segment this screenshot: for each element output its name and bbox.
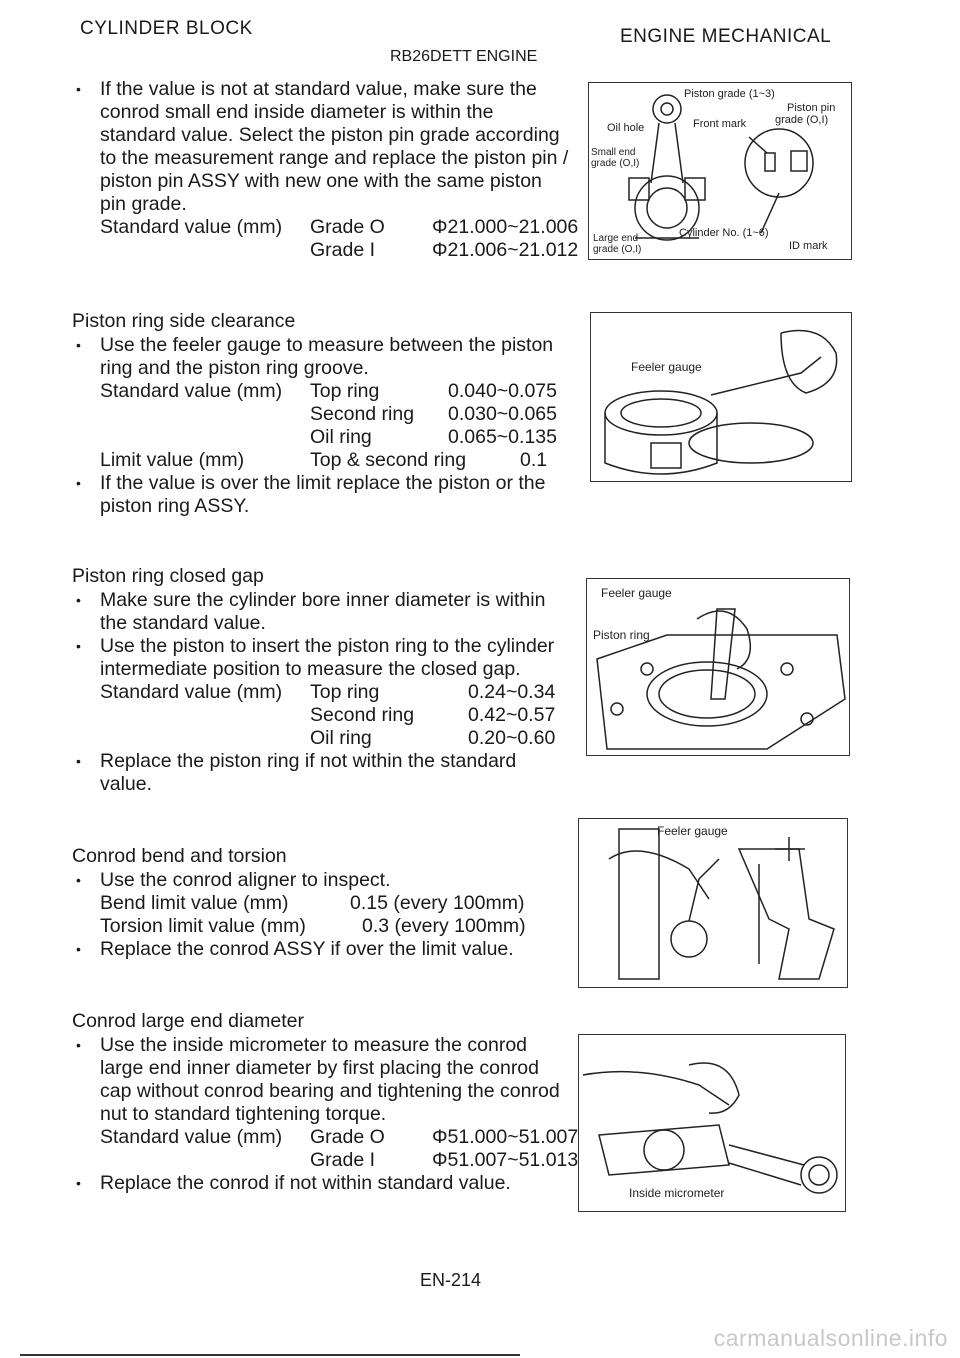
- spec-value: 0.20~0.60: [468, 727, 556, 749]
- label-piston-ring: Piston ring: [593, 628, 650, 642]
- figure-inside-micrometer: [578, 1034, 846, 1212]
- spec-value: Φ21.000~21.006: [432, 216, 579, 238]
- section-title: Conrod large end diameter: [72, 1010, 304, 1032]
- label-feeler-gauge: Feeler gauge: [657, 824, 728, 838]
- spec-value: Φ21.006~21.012: [432, 239, 579, 261]
- spec-grade: Grade O: [310, 1126, 385, 1148]
- spec-row: [100, 892, 572, 915]
- section-large-end: [72, 1010, 579, 1195]
- spec-label: Bend limit value (mm): [100, 892, 289, 914]
- spec-row: [100, 727, 572, 750]
- label-piston-pin: Piston pin: [787, 102, 836, 114]
- bullet-text: • Make sure the cylinder bore inner diameter is within the standard value.: [72, 589, 572, 635]
- spec-row: [100, 1149, 579, 1172]
- spec-value: Φ51.007~51.013: [432, 1149, 579, 1171]
- figure-closed-gap: [586, 578, 850, 756]
- spec-item: Top ring: [310, 681, 380, 703]
- spec-label: Standard value (mm): [100, 681, 283, 703]
- section-closed-gap: [72, 565, 572, 796]
- section-title: Piston ring side clearance: [72, 310, 296, 332]
- engine-model: RB26DETT ENGINE: [390, 48, 538, 65]
- label-large-end: Large end: [593, 233, 639, 244]
- label-id-mark: ID mark: [789, 240, 828, 252]
- bullet-text: • Use the conrod aligner to inspect.: [72, 869, 572, 892]
- spec-row: [100, 681, 572, 704]
- label-piston-grade: Piston grade (1~3): [684, 88, 775, 100]
- section-title: Conrod bend and torsion: [72, 845, 287, 867]
- spec-label: Standard value (mm): [100, 216, 283, 238]
- spec-row: [100, 403, 572, 426]
- spec-row: [100, 449, 572, 472]
- figure-conrod-aligner: [578, 818, 848, 988]
- bullet-text: • Replace the conrod ASSY if over the limit value.: [72, 938, 572, 961]
- label-cylinder-no: Cylinder No. (1~6): [679, 227, 769, 239]
- spec-row: [100, 915, 572, 938]
- spec-item: Oil ring: [310, 727, 372, 749]
- bullet-text: • Use the feeler gauge to measure between the piston ring and the piston ring groove.: [72, 334, 572, 380]
- spec-value: 0.030~0.065: [448, 403, 557, 425]
- watermark: carmanualsonline.info: [713, 1325, 948, 1351]
- spec-row: [100, 380, 572, 403]
- spec-row: [100, 426, 572, 449]
- spec-item: Second ring: [310, 704, 415, 726]
- spec-item: Oil ring: [310, 426, 372, 448]
- spec-label: Torsion limit value (mm): [100, 915, 306, 937]
- bullet-text: • If the value is over the limit replace the piston or the piston ring ASSY.: [72, 472, 572, 518]
- spec-row: [100, 239, 579, 262]
- spec-grade: Grade I: [310, 239, 376, 261]
- page-number: EN-214: [420, 1270, 482, 1290]
- label-feeler-gauge: Feeler gauge: [601, 586, 672, 600]
- label-pin-grade: grade (O,I): [775, 114, 829, 126]
- spec-value: 0.1: [520, 449, 548, 471]
- label-feeler-gauge: Feeler gauge: [631, 360, 702, 374]
- label-inside-micrometer: Inside micrometer: [629, 1186, 725, 1200]
- spec-value: 0.15 (every 100mm): [350, 892, 525, 914]
- figure-side-clearance: [590, 312, 852, 482]
- spec-grade: Grade O: [310, 216, 385, 238]
- bullet-text: • Replace the piston ring if not within the standard value.: [72, 750, 572, 796]
- spec-row: [100, 704, 572, 727]
- header-section-title: CYLINDER BLOCK: [80, 18, 253, 39]
- label-oil-hole: Oil hole: [607, 122, 645, 134]
- spec-item: Top ring: [310, 380, 380, 402]
- spec-grade: Grade I: [310, 1149, 376, 1171]
- spec-value: 0.42~0.57: [468, 704, 556, 726]
- bullet-text: • Replace the conrod if not within standard value.: [72, 1172, 572, 1195]
- header-chapter-title: ENGINE MECHANICAL: [620, 26, 832, 47]
- spec-row: [100, 216, 579, 239]
- section-side-clearance: [72, 310, 572, 518]
- spec-label: Standard value (mm): [100, 380, 283, 402]
- spec-label: Limit value (mm): [100, 449, 245, 471]
- footer-rule: [20, 1354, 520, 1356]
- section-conrod-bend: [72, 845, 572, 961]
- label-small-end: Small end: [591, 147, 636, 158]
- spec-value: 0.3 (every 100mm): [362, 915, 526, 937]
- spec-value: 0.065~0.135: [448, 426, 557, 448]
- label-small-end-grade: grade (O,I): [591, 158, 640, 169]
- bullet-text: • Use the inside micrometer to measure the conrod large end inner diameter by first placing the conrod cap without conrod bearing and tightening the conrod nut to standard tightening torque.: [72, 1034, 572, 1126]
- section-piston-pin: [72, 78, 579, 262]
- figure-conrod-grade-marks: [588, 82, 852, 260]
- spec-label: Standard value (mm): [100, 1126, 283, 1148]
- spec-row: [100, 1126, 579, 1149]
- bullet-text: • Use the piston to insert the piston ring to the cylinder intermediate position to measure the closed gap.: [72, 635, 572, 681]
- section-title: Piston ring closed gap: [72, 565, 264, 587]
- spec-item: Top & second ring: [310, 449, 467, 471]
- bullet-text: • If the value is not at standard value, make sure the conrod small end inside diameter is within the standard value. Select the piston pin grade according to the measurement range and replace the piston pin / piston pin ASSY with new one with the same piston pin grade.: [72, 78, 572, 216]
- spec-value: Φ51.000~51.007: [432, 1126, 579, 1148]
- label-front-mark: Front mark: [693, 118, 747, 130]
- spec-value: 0.24~0.34: [468, 681, 556, 703]
- label-large-end-grade: grade (O,I): [593, 244, 642, 255]
- spec-item: Second ring: [310, 403, 415, 425]
- spec-value: 0.040~0.075: [448, 380, 557, 402]
